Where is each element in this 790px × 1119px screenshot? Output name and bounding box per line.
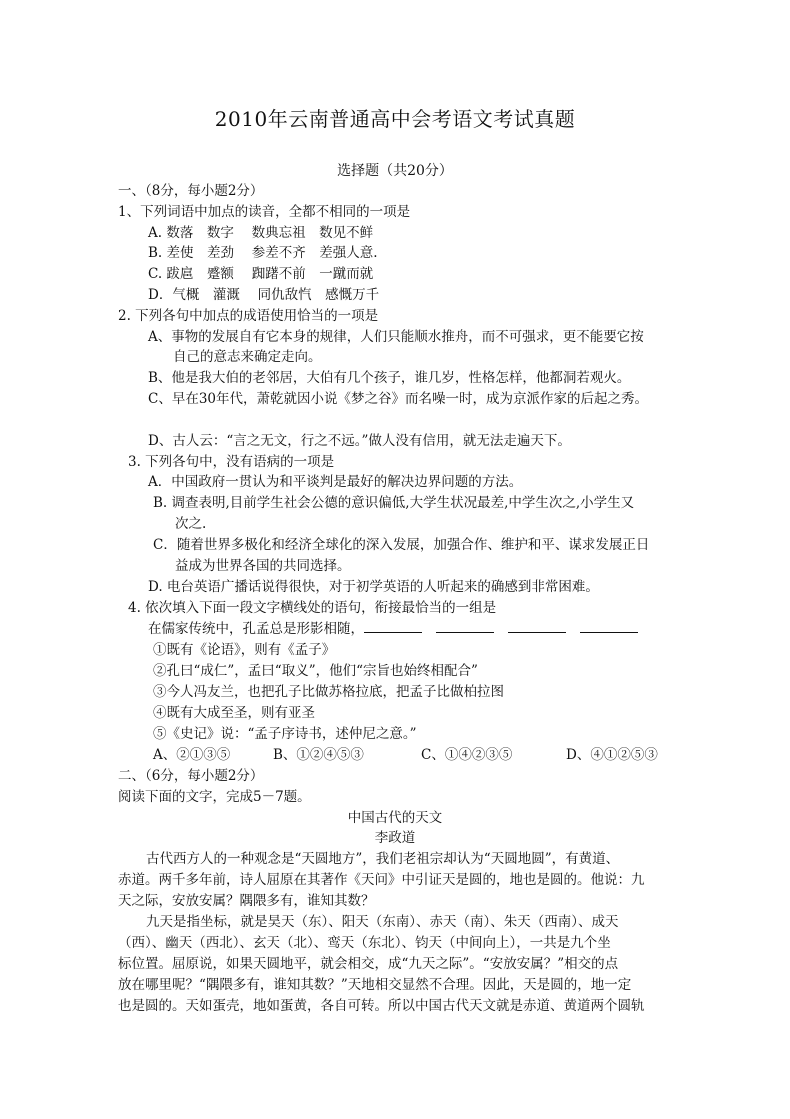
q1-option-a: A. 数落 数字 数典忘祖 数见不鲜 [148,225,374,241]
q4-item-2: ②孔曰“成仁”，孟曰“取义”，他们“宗旨也始终相配合” [153,663,478,679]
q2-option-c: C、早在30年代，萧乾就因小说《梦之谷》而名噪一时，成为京派作家的后起之秀。 [148,391,649,407]
q4-option-d: D、④①②⑤③ [566,747,658,763]
q3-option-d: D. 电台英语广播话说得很快，对于初学英语的人听起来的确感到非常困难。 [148,579,599,595]
paragraph-2-line: 九天是指坐标，就是昊天（东）、阳天（东南）、赤天（南）、朱天（西南）、成天 [146,914,619,930]
q3-option-b-line1: B. 调查表明,目前学生社会公德的意识偏低,大学生状况最差,中学生次之,小学生又 [153,495,635,511]
q2-option-d: D、古人云：“言之无文，行之不远。”做人没有信用，就无法走遍天下。 [148,433,571,449]
q1-stem: 1、下列词语中加点的读音，全都不相同的一项是 [118,204,411,220]
paragraph-1-line: 赤道。两千多年前，诗人屈原在其著作《天问》中引证天是圆的，地也是圆的。他说：九 [118,872,645,888]
paragraph-1-line: 古代西方人的一种观念是“天圆地方”，我们老祖宗却认为“天圆地圆”，有黄道、 [146,851,620,867]
q1-option-b: B. 差使 差劲 参差不齐 差强人意. [148,245,378,261]
paragraph-1-line: 天之际，安放安属？隅隈多有，谁知其数？ [118,893,375,909]
part2-instruction: 阅读下面的文字，完成5－7题。 [118,789,311,805]
section-choice-heading: 选择题（共20分） [337,163,453,179]
q4-option-c: C、①④②③⑤ [421,747,513,763]
part2-header: 二、（6分，每小题2分） [118,768,264,784]
q4-stem: 4. 依次填入下面一段文字横线处的语句，衔接最恰当的一组是 [128,600,497,616]
q3-stem: 3. 下列各句中，没有语病的一项是 [128,454,335,470]
q4-item-3: ③今人冯友兰，也把孔子比做苏格拉底，把孟子比做柏拉图 [153,684,504,700]
q4-passage-text: 在儒家传统中，孔孟总是形影相随， [148,621,364,637]
q3-option-c-line2: 益成为世界各国的共同选择。 [175,558,351,574]
paragraph-2-line: 标位置。屈原说，如果天圆地平，就会相交，成“九天之际”。“安放安属？”相交的点 [118,956,619,972]
q4-blank-2 [436,619,494,633]
q3-option-a: A．中国政府一贯认为和平谈判是最好的解决边界问题的方法。 [148,474,523,490]
q4-item-5: ⑤《史记》说：“孟子序诗书，述仲尼之意。” [153,726,417,742]
q1-option-d: D．气概 灌溉 同仇敌忾 感慨万千 [148,287,380,303]
q2-option-b: B、他是我大伯的老邻居，大伯有几个孩子，谁几岁，性格怎样，他都洞若观火。 [148,370,631,386]
q4-option-b: B、①②④⑤③ [273,747,364,763]
q4-blank-4 [580,619,638,633]
paragraph-2-line: 放在哪里呢？“隅隈多有，谁知其数？”天地相交显然不合理。因此，天是圆的，地一定 [118,977,632,993]
q4-blank-1 [364,619,422,633]
article-author: 李政道 [374,830,416,846]
q3-option-c-line1: C．随着世界多极化和经济全球化的深入发展，加强合作、维护和平、谋求发展正日 [153,537,650,553]
paragraph-2-line: 也是圆的。天如蛋壳，地如蛋黄，各自可转。所以中国古代天文就是赤道、黄道两个圆轨 [118,998,645,1014]
q4-item-1: ①既有《论语》，则有《孟子》 [153,642,336,658]
q3-option-b-line2: 次之. [175,516,207,532]
q1-option-c: C. 跋扈 蹙额 踟躇不前 一蹴而就 [148,266,374,282]
q4-passage [148,619,652,639]
q4-option-a: A、②①③⑤ [153,747,231,763]
q2-stem: 2. 下列各句中加点的成语使用恰当的一项是 [118,308,379,324]
page-title: 2010年云南普通高中会考语文考试真题 [214,107,576,131]
paragraph-2-line: （西）、幽天（西北）、玄天（北）、鸾天（东北）、钧天（中间向上），一共是九个坐 [118,935,611,951]
q2-option-a-line2: 自己的意志来确定走向。 [173,349,322,365]
part1-header: 一、（8分，每小题2分） [118,183,264,199]
q2-option-a-line1: A、事物的发展自有它本身的规律，人们只能顺水推舟，而不可强求，更不能要它按 [148,329,644,345]
article-title: 中国古代的天文 [347,810,443,826]
q4-item-4: ④既有大成至圣，则有亚圣 [153,705,315,721]
q4-blank-3 [508,619,566,633]
